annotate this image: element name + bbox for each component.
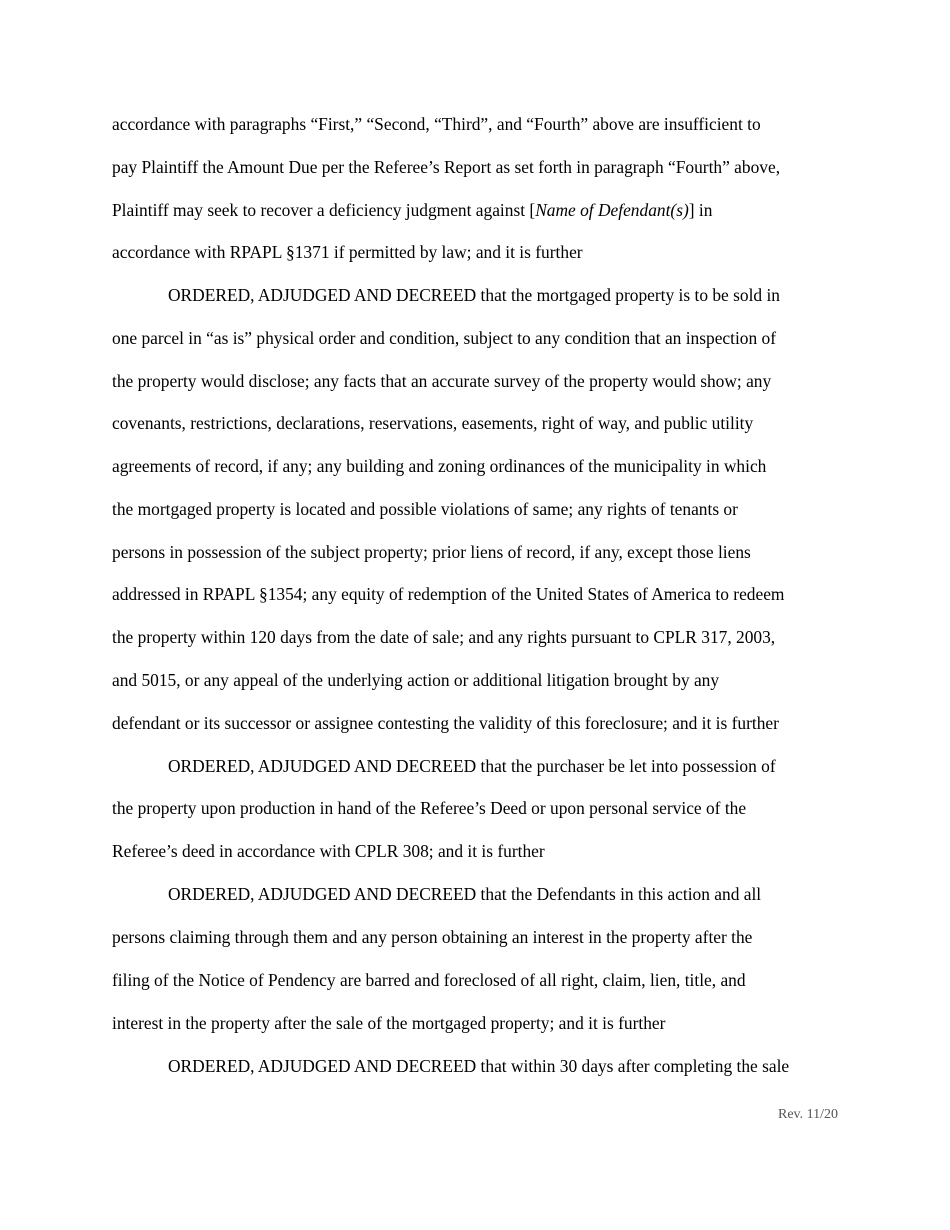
paragraph-2-line-7: persons in possession of the subject property; prior liens of record, if any, except those liens <box>112 542 751 562</box>
paragraph-3-line-3: Referee’s deed in accordance with CPLR 308; and it is further <box>112 841 545 861</box>
revision-footer: Rev. 11/20 <box>777 1107 838 1122</box>
paragraph-2-line-10: and 5015, or any appeal of the underlying action or additional litigation brought by any <box>112 670 720 690</box>
paragraph-2-line-3: the property would disclose; any facts that an accurate survey of the property would show; any <box>112 371 772 391</box>
paragraph-1-line-3-tail: ] in <box>688 200 713 220</box>
paragraph-1-line-3-text: Plaintiff may seek to recover a deficiency judgment against [ <box>112 200 536 220</box>
paragraph-4-line-2: persons claiming through them and any person obtaining an interest in the property after the <box>112 927 753 947</box>
paragraph-4-line-3: filing of the Notice of Pendency are barred and foreclosed of all right, claim, lien, title, and <box>112 970 746 990</box>
paragraph-1-line-3 <box>112 199 712 221</box>
paragraph-2-line-5: agreements of record, if any; any building and zoning ordinances of the municipality in which <box>112 456 767 476</box>
paragraph-1-line-4: accordance with RPAPL §1371 if permitted by law; and it is further <box>112 242 583 262</box>
paragraph-1-line-2: pay Plaintiff the Amount Due per the Referee’s Report as set forth in paragraph “Fourth” above, <box>112 157 781 177</box>
paragraph-2-line-8: addressed in RPAPL §1354; any equity of redemption of the United States of America to redeem <box>112 584 785 604</box>
paragraph-2-line-6: the mortgaged property is located and possible violations of same; any rights of tenants or <box>112 499 738 519</box>
paragraph-4-line-4: interest in the property after the sale of the mortgaged property; and it is further <box>112 1013 666 1033</box>
paragraph-3-line-1: ORDERED, ADJUDGED AND DECREED that the purchaser be let into possession of <box>168 756 776 776</box>
paragraph-1-line-1: accordance with paragraphs “First,” “Second, “Third”, and “Fourth” above are insufficient to <box>112 114 761 134</box>
paragraph-5-line-1: ORDERED, ADJUDGED AND DECREED that within 30 days after completing the sale <box>168 1056 790 1076</box>
paragraph-3-line-2: the property upon production in hand of the Referee’s Deed or upon personal service of the <box>112 798 747 818</box>
paragraph-2-line-9: the property within 120 days from the date of sale; and any rights pursuant to CPLR 317, 2003, <box>112 627 776 647</box>
paragraph-2-line-1: ORDERED, ADJUDGED AND DECREED that the mortgaged property is to be sold in <box>168 285 780 305</box>
defendant-name-placeholder: Name of Defendant(s) <box>535 200 689 220</box>
paragraph-4-line-1: ORDERED, ADJUDGED AND DECREED that the Defendants in this action and all <box>168 884 762 904</box>
paragraph-2-line-2: one parcel in “as is” physical order and condition, subject to any condition that an inspection of <box>112 328 777 348</box>
paragraph-2-line-11: defendant or its successor or assignee contesting the validity of this foreclosure; and it is further <box>112 713 779 733</box>
paragraph-2-line-4: covenants, restrictions, declarations, reservations, easements, right of way, and public utility <box>112 413 754 433</box>
